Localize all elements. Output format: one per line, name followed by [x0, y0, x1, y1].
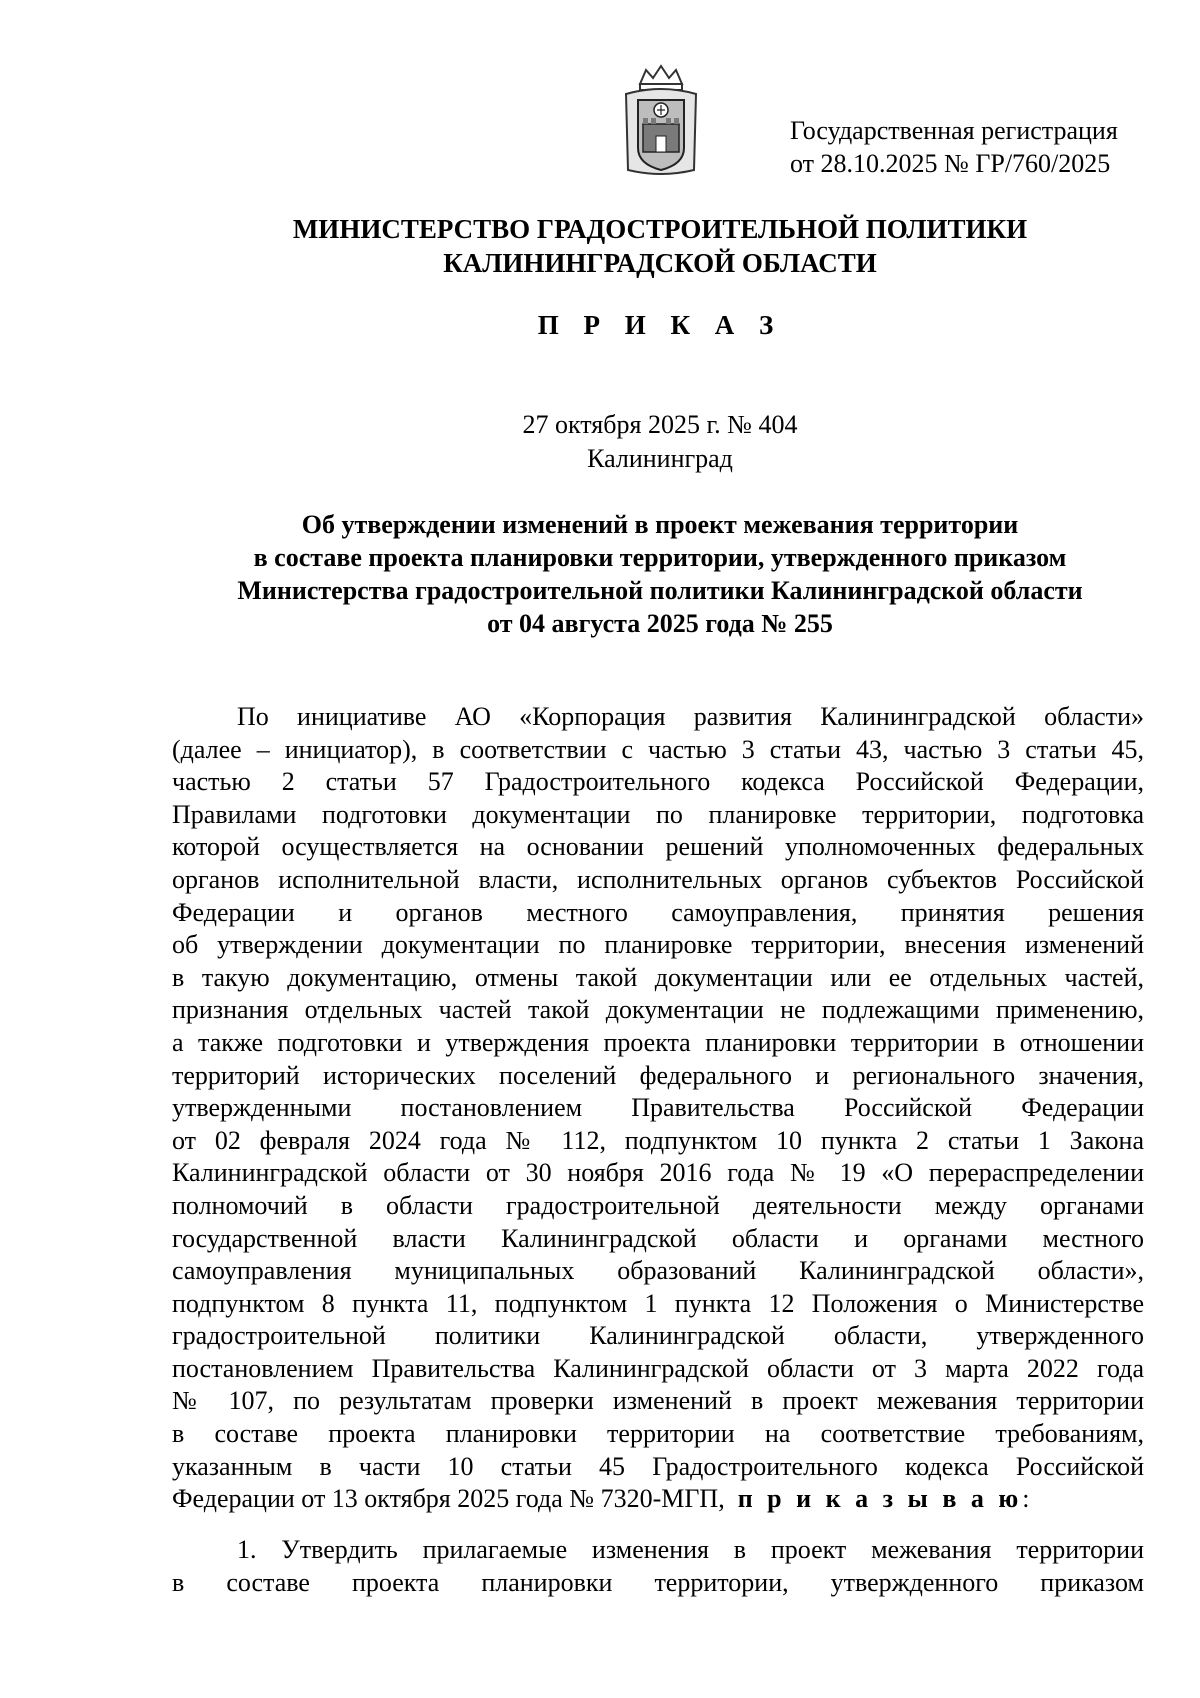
subject-line: в составе проекта планировки территории, утвержденного приказом — [253, 543, 1067, 572]
subject-line: от 04 августа 2025 года № 255 — [487, 609, 833, 638]
body-line: градостроительной политики Калининградской области, утвержденного — [172, 1321, 1144, 1351]
date-and-place — [160, 408, 1160, 476]
body-line: органов исполнительной власти, исполнительных органов субъектов Российской — [172, 864, 1144, 894]
ministry-name-line: МИНИСТЕРСТВО ГРАДОСТРОИТЕЛЬНОЙ ПОЛИТИКИ — [292, 214, 1028, 244]
body-line: Калининградской области от 30 ноября 2016 года № 19 «О перераспределении — [172, 1158, 1144, 1188]
body-line: Федерации и органов местного самоуправления, принятия решения — [172, 897, 1144, 927]
body-line: самоуправления муниципальных образований Калининградской области», — [172, 1256, 1144, 1286]
body-line: подпунктом 8 пункта 11, подпунктом 1 пункта 12 Положения о Министерстве — [172, 1288, 1144, 1318]
body-line: государственной власти Калининградской области и органами местного — [172, 1223, 1144, 1253]
body-line: в такую документацию, отмены такой документации или ее отдельных частей, — [172, 962, 1144, 992]
order-subject — [160, 508, 1160, 640]
body-line: (далее – инициатор), в соответствии с частью 3 статьи 43, частью 3 статьи 45, — [172, 734, 1144, 764]
subject-line: Об утверждении изменений в проект межевания территории — [301, 510, 1019, 539]
ministry-name-line: КАЛИНИНГРАДСКОЙ ОБЛАСТИ — [443, 248, 877, 278]
body-line: в составе проекта планировки территории на соответствие требованиям, — [172, 1419, 1144, 1449]
body-line: постановлением Правительства Калининградской области от 3 марта 2022 года — [172, 1353, 1144, 1383]
body-line: полномочий в области градостроительной деятельности между органами — [172, 1190, 1144, 1220]
body-last-line-end: : — [1022, 1484, 1030, 1514]
kaliningrad-region-coat-of-arms-icon — [620, 62, 702, 180]
registration-line: Государственная регистрация — [790, 116, 1118, 145]
body-line: № 107, по результатам проверки изменений в проект межевания территории — [172, 1386, 1144, 1416]
order-verb: п р и к а з ы в а ю — [737, 1484, 1023, 1514]
body-line: признания отдельных частей такой документации не подлежащими применению, — [172, 995, 1144, 1025]
document-type: П Р И К А З — [537, 310, 783, 340]
body-line: частью 2 статьи 57 Градостроительного кодекса Российской Федерации, — [172, 767, 1144, 797]
body-line: указанным в части 10 статьи 45 Градостроительного кодекса Российской — [172, 1451, 1144, 1481]
ministry-name — [160, 212, 1160, 280]
registration-line: от 28.10.2025 № ГР/760/2025 — [790, 149, 1111, 178]
registration-stamp — [790, 114, 1160, 180]
city: Калининград — [587, 444, 733, 473]
body-last-line — [172, 1483, 1144, 1516]
body-line: Правилами подготовки документации по планировке территории, подготовка — [172, 799, 1144, 829]
item-line: в составе проекта планировки территории, утвержденного приказом — [172, 1567, 1144, 1597]
body-line: утвержденными постановлением Правительства Российской Федерации — [172, 1093, 1144, 1123]
body-last-line-start: Федерации от 13 октября 2025 года № 7320-МГП, — [172, 1484, 725, 1514]
body-line: об утверждении документации по планировке территории, внесения изменений — [172, 930, 1144, 960]
preamble-paragraph — [172, 701, 1144, 1516]
body-line: а также подготовки и утверждения проекта планировки территории в отношении — [172, 1027, 1144, 1057]
body-line: от 02 февраля 2024 года № 112, подпунктом 10 пункта 2 статьи 1 Закона — [172, 1125, 1144, 1155]
body-line: По инициативе АО «Корпорация развития Калининградской области» — [237, 702, 1144, 731]
item-line: 1. Утвердить прилагаемые изменения в проект межевания территории — [237, 1535, 1144, 1564]
body-line: которой осуществляется на основании решений уполномоченных федеральных — [172, 832, 1144, 862]
item-1-paragraph — [172, 1534, 1144, 1599]
subject-line: Министерства градостроительной политики Калининградской области — [237, 576, 1083, 605]
date-number: 27 октября 2025 г. № 404 — [522, 410, 798, 439]
body-line: территорий исторических поселений федерального и регионального значения, — [172, 1060, 1144, 1090]
